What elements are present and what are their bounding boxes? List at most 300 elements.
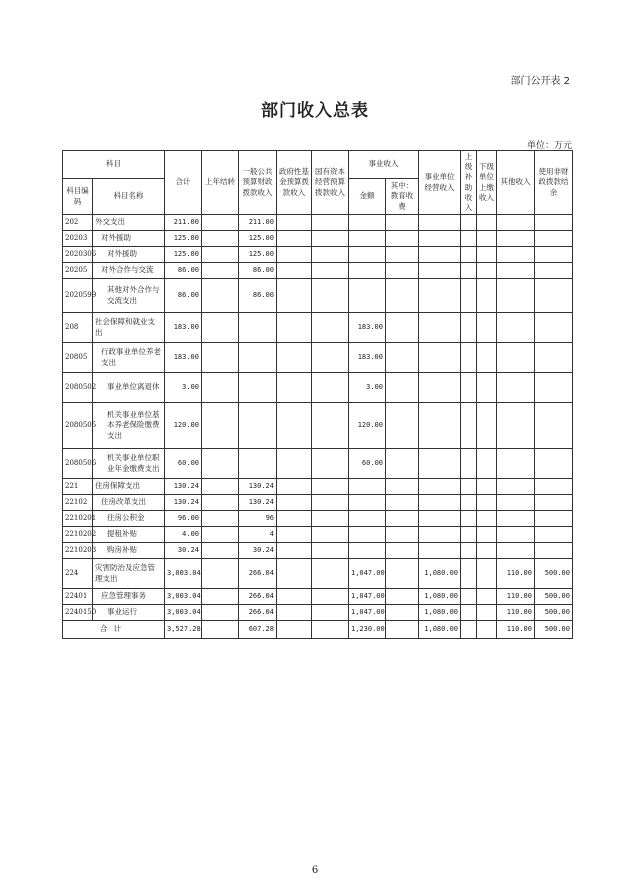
table-row: [63, 279, 573, 313]
row-code: 22401: [63, 589, 93, 605]
cell-carry: [202, 279, 239, 313]
cell-career: 1,047.00: [349, 559, 386, 589]
cell-sub: [477, 279, 497, 313]
cell-career: 183.00: [349, 313, 386, 343]
row-name: 行政事业单位养老支出: [93, 343, 165, 373]
cell-total: 125.00: [165, 247, 202, 263]
cell-other: [497, 231, 535, 247]
cell-edu: [386, 263, 419, 279]
cell-other: [497, 495, 535, 511]
cell-total: 3,003.04: [165, 559, 202, 589]
row-name: 住房保障支出: [93, 479, 165, 495]
cell-career: 60.00: [349, 449, 386, 479]
cell-edu: [386, 527, 419, 543]
cell-career: [349, 495, 386, 511]
total-cell-edu: [386, 621, 419, 639]
cell-sub: [477, 403, 497, 449]
cell-total: 130.24: [165, 479, 202, 495]
row-code: 2210203: [63, 543, 93, 559]
row-code: 202: [63, 215, 93, 231]
cell-total: 60.00: [165, 449, 202, 479]
cell-balance: [535, 543, 573, 559]
cell-carry: [202, 589, 239, 605]
cell-career: [349, 279, 386, 313]
cell-sup: [461, 343, 477, 373]
cell-other: [497, 279, 535, 313]
cell-business: 1,080.00: [419, 605, 461, 621]
cell-business: [419, 479, 461, 495]
cell-edu: [386, 479, 419, 495]
total-cell-total: 3,527.28: [165, 621, 202, 639]
cell-carry: [202, 343, 239, 373]
cell-sup: [461, 449, 477, 479]
table-row: [63, 263, 573, 279]
cell-sub: [477, 479, 497, 495]
cell-sub: [477, 373, 497, 403]
cell-balance: [535, 313, 573, 343]
cell-business: 1,080.00: [419, 559, 461, 589]
cell-fund: [277, 343, 312, 373]
cell-other: [497, 343, 535, 373]
cell-other: [497, 215, 535, 231]
cell-total: 183.00: [165, 343, 202, 373]
header-total: 合计: [165, 151, 202, 215]
cell-career: [349, 527, 386, 543]
cell-fund: [277, 449, 312, 479]
total-cell-balance: 500.00: [535, 621, 573, 639]
cell-balance: [535, 247, 573, 263]
row-name: 应急管理事务: [93, 589, 165, 605]
cell-general: 130.24: [239, 479, 277, 495]
cell-business: [419, 543, 461, 559]
cell-capital: [312, 343, 349, 373]
cell-general: [239, 343, 277, 373]
total-cell-capital: [312, 621, 349, 639]
row-name: 购房补贴: [93, 543, 165, 559]
cell-other: [497, 247, 535, 263]
table-row: [63, 543, 573, 559]
cell-business: [419, 527, 461, 543]
cell-total: 183.00: [165, 313, 202, 343]
cell-carry: [202, 527, 239, 543]
cell-total: 86.00: [165, 279, 202, 313]
row-name: 事业运行: [93, 605, 165, 621]
cell-balance: [535, 495, 573, 511]
cell-other: [497, 403, 535, 449]
row-code: 221: [63, 479, 93, 495]
cell-sup: [461, 527, 477, 543]
row-name: 对外合作与交流: [93, 263, 165, 279]
cell-edu: [386, 373, 419, 403]
cell-general: 86.00: [239, 263, 277, 279]
row-code: 2020599: [63, 279, 93, 313]
cell-edu: [386, 605, 419, 621]
cell-sup: [461, 511, 477, 527]
cell-other: [497, 543, 535, 559]
cell-sup: [461, 215, 477, 231]
header-subject-name: 科目名称: [93, 179, 165, 215]
cell-sub: [477, 605, 497, 621]
cell-balance: [535, 215, 573, 231]
cell-capital: [312, 559, 349, 589]
unit-label: 单位：万元: [526, 141, 572, 151]
cell-general: 266.04: [239, 589, 277, 605]
cell-general: 266.04: [239, 605, 277, 621]
cell-sub: [477, 343, 497, 373]
cell-edu: [386, 231, 419, 247]
row-code: 2020306: [63, 247, 93, 263]
cell-business: 1,080.00: [419, 589, 461, 605]
cell-business: [419, 511, 461, 527]
cell-carry: [202, 247, 239, 263]
cell-sub: [477, 247, 497, 263]
cell-general: 130.24: [239, 495, 277, 511]
cell-other: [497, 511, 535, 527]
cell-general: 86.00: [239, 279, 277, 313]
cell-balance: 500.00: [535, 559, 573, 589]
cell-fund: [277, 231, 312, 247]
cell-other: [497, 263, 535, 279]
cell-capital: [312, 527, 349, 543]
cell-general: 4: [239, 527, 277, 543]
total-cell-business: 1,080.00: [419, 621, 461, 639]
cell-sub: [477, 449, 497, 479]
table-row: [63, 247, 573, 263]
cell-career: [349, 215, 386, 231]
cell-general: 96: [239, 511, 277, 527]
cell-capital: [312, 263, 349, 279]
row-code: 208: [63, 313, 93, 343]
header-career-amount: 金额: [349, 179, 386, 215]
header-subject-code: 科目编码: [63, 179, 93, 215]
page-number: 6: [311, 865, 319, 876]
cell-capital: [312, 605, 349, 621]
cell-sub: [477, 495, 497, 511]
cell-business: [419, 263, 461, 279]
cell-balance: [535, 403, 573, 449]
cell-carry: [202, 559, 239, 589]
header-last-year-carryover: 上年结转: [202, 151, 239, 215]
cell-edu: [386, 449, 419, 479]
cell-business: [419, 343, 461, 373]
cell-capital: [312, 495, 349, 511]
row-code: 2080505: [63, 403, 93, 449]
cell-general: 125.00: [239, 247, 277, 263]
row-code: 20805: [63, 343, 93, 373]
cell-sub: [477, 527, 497, 543]
cell-balance: [535, 511, 573, 527]
header-career-edu-fee: 其中：教育收费: [386, 179, 419, 215]
row-code: 2080502: [63, 373, 93, 403]
cell-sub: [477, 263, 497, 279]
cell-fund: [277, 279, 312, 313]
cell-balance: [535, 449, 573, 479]
total-cell-sub: [477, 621, 497, 639]
cell-career: [349, 543, 386, 559]
cell-general: 211.00: [239, 215, 277, 231]
cell-capital: [312, 589, 349, 605]
cell-career: 120.00: [349, 403, 386, 449]
cell-total: 30.24: [165, 543, 202, 559]
cell-other: [497, 373, 535, 403]
cell-capital: [312, 511, 349, 527]
total-cell-general: 607.28: [239, 621, 277, 639]
cell-total: 125.00: [165, 231, 202, 247]
cell-total: 96.00: [165, 511, 202, 527]
cell-general: 125.00: [239, 231, 277, 247]
cell-sup: [461, 247, 477, 263]
table-row: [63, 527, 573, 543]
table-row: [63, 231, 573, 247]
cell-balance: [535, 343, 573, 373]
cell-capital: [312, 449, 349, 479]
row-name: 外交支出: [93, 215, 165, 231]
cell-total: 211.00: [165, 215, 202, 231]
table-row: [63, 313, 573, 343]
cell-fund: [277, 403, 312, 449]
cell-sup: [461, 543, 477, 559]
cell-business: [419, 495, 461, 511]
cell-general: [239, 313, 277, 343]
cell-carry: [202, 605, 239, 621]
total-cell-carry: [202, 621, 239, 639]
cell-edu: [386, 279, 419, 313]
cell-fund: [277, 495, 312, 511]
cell-general: 30.24: [239, 543, 277, 559]
cell-fund: [277, 263, 312, 279]
cell-balance: [535, 231, 573, 247]
total-cell-other: 110.00: [497, 621, 535, 639]
cell-career: [349, 479, 386, 495]
table-row: [63, 479, 573, 495]
cell-carry: [202, 543, 239, 559]
cell-capital: [312, 247, 349, 263]
cell-edu: [386, 215, 419, 231]
cell-carry: [202, 511, 239, 527]
cell-total: 3.00: [165, 373, 202, 403]
cell-general: [239, 373, 277, 403]
document-tag: 部门公开表 2: [510, 76, 570, 87]
cell-capital: [312, 279, 349, 313]
cell-sup: [461, 559, 477, 589]
cell-fund: [277, 313, 312, 343]
cell-edu: [386, 511, 419, 527]
row-name: 住房公积金: [93, 511, 165, 527]
cell-capital: [312, 403, 349, 449]
cell-sub: [477, 543, 497, 559]
cell-capital: [312, 543, 349, 559]
table-row: [63, 589, 573, 605]
cell-career: [349, 247, 386, 263]
cell-sub: [477, 231, 497, 247]
cell-capital: [312, 313, 349, 343]
cell-carry: [202, 313, 239, 343]
cell-fund: [277, 543, 312, 559]
cell-career: [349, 511, 386, 527]
header-general-budget: 一般公共预算财政拨款收入: [239, 151, 277, 215]
cell-business: [419, 403, 461, 449]
cell-sub: [477, 511, 497, 527]
page-title: 部门收入总表: [261, 101, 369, 121]
table-row: [63, 449, 573, 479]
cell-career: [349, 263, 386, 279]
header-state-capital: 国有资本经营预算拨款收入: [312, 151, 349, 215]
cell-sub: [477, 589, 497, 605]
row-name: 事业单位离退休: [93, 373, 165, 403]
table-body: [63, 215, 573, 639]
cell-total: 4.00: [165, 527, 202, 543]
cell-capital: [312, 215, 349, 231]
cell-business: [419, 231, 461, 247]
table-row: [63, 343, 573, 373]
header-superior-subsidy: 上级补助收入: [461, 151, 477, 215]
total-row: [63, 621, 573, 639]
cell-sub: [477, 313, 497, 343]
row-code: 2080506: [63, 449, 93, 479]
cell-edu: [386, 589, 419, 605]
cell-business: [419, 279, 461, 313]
cell-carry: [202, 373, 239, 403]
cell-general: [239, 403, 277, 449]
cell-career: 3.00: [349, 373, 386, 403]
cell-carry: [202, 231, 239, 247]
cell-total: 130.24: [165, 495, 202, 511]
cell-total: 3,003.04: [165, 605, 202, 621]
cell-total: 86.00: [165, 263, 202, 279]
row-code: 2240150: [63, 605, 93, 621]
cell-fund: [277, 479, 312, 495]
cell-general: 266.04: [239, 559, 277, 589]
cell-business: [419, 313, 461, 343]
cell-sup: [461, 495, 477, 511]
cell-career: [349, 231, 386, 247]
cell-fund: [277, 215, 312, 231]
cell-carry: [202, 449, 239, 479]
row-name: 社会保障和就业支出: [93, 313, 165, 343]
cell-business: [419, 215, 461, 231]
row-code: 20205: [63, 263, 93, 279]
header-unit-business: 事业单位经营收入: [419, 151, 461, 215]
cell-balance: [535, 479, 573, 495]
cell-total: 3,003.04: [165, 589, 202, 605]
cell-fund: [277, 247, 312, 263]
table-row: [63, 511, 573, 527]
total-cell-career: 1,230.00: [349, 621, 386, 639]
cell-sub: [477, 215, 497, 231]
cell-total: 120.00: [165, 403, 202, 449]
row-code: 2210202: [63, 527, 93, 543]
cell-other: 110.00: [497, 559, 535, 589]
row-code: 2210201: [63, 511, 93, 527]
table-row: [63, 605, 573, 621]
cell-other: 110.00: [497, 605, 535, 621]
cell-balance: [535, 279, 573, 313]
header-other-income: 其他收入: [497, 151, 535, 215]
row-name: 其他对外合作与交流支出: [93, 279, 165, 313]
cell-sup: [461, 605, 477, 621]
cell-edu: [386, 313, 419, 343]
cell-carry: [202, 495, 239, 511]
cell-fund: [277, 589, 312, 605]
cell-edu: [386, 559, 419, 589]
cell-capital: [312, 373, 349, 403]
header-subject: 科目: [63, 151, 165, 179]
cell-carry: [202, 479, 239, 495]
cell-sup: [461, 373, 477, 403]
row-name: 提租补贴: [93, 527, 165, 543]
cell-sup: [461, 231, 477, 247]
cell-business: [419, 247, 461, 263]
cell-carry: [202, 215, 239, 231]
row-name: 对外援助: [93, 231, 165, 247]
cell-sup: [461, 589, 477, 605]
total-cell-fund: [277, 621, 312, 639]
income-table: [62, 150, 573, 639]
cell-balance: [535, 263, 573, 279]
cell-business: [419, 373, 461, 403]
cell-edu: [386, 343, 419, 373]
row-name: 机关事业单位基本养老保险缴费支出: [93, 403, 165, 449]
cell-other: [497, 449, 535, 479]
cell-sub: [477, 559, 497, 589]
header-non-fiscal-balance: 使用非财政拨款结余: [535, 151, 573, 215]
cell-other: 110.00: [497, 589, 535, 605]
cell-fund: [277, 559, 312, 589]
row-name: 对外援助: [93, 247, 165, 263]
cell-business: [419, 449, 461, 479]
cell-balance: [535, 373, 573, 403]
table-row: [63, 559, 573, 589]
total-label: 合计: [63, 621, 165, 639]
cell-carry: [202, 263, 239, 279]
cell-sup: [461, 313, 477, 343]
cell-balance: 500.00: [535, 589, 573, 605]
row-name: 灾害防治及应急管理支出: [93, 559, 165, 589]
cell-balance: [535, 527, 573, 543]
cell-edu: [386, 247, 419, 263]
cell-carry: [202, 403, 239, 449]
row-code: 20203: [63, 231, 93, 247]
cell-fund: [277, 527, 312, 543]
row-name: 机关事业单位职业年金缴费支出: [93, 449, 165, 479]
cell-capital: [312, 231, 349, 247]
cell-edu: [386, 403, 419, 449]
cell-career: 1,047.00: [349, 605, 386, 621]
table-row: [63, 215, 573, 231]
cell-sup: [461, 263, 477, 279]
row-code: 224: [63, 559, 93, 589]
cell-edu: [386, 543, 419, 559]
cell-other: [497, 479, 535, 495]
cell-general: [239, 449, 277, 479]
table-row: [63, 403, 573, 449]
cell-sup: [461, 279, 477, 313]
cell-career: 1,047.00: [349, 589, 386, 605]
cell-other: [497, 527, 535, 543]
cell-fund: [277, 373, 312, 403]
header-subordinate-turnover: 下级单位上缴收入: [477, 151, 497, 215]
header-career-income: 事业收入: [349, 151, 419, 179]
row-code: 22102: [63, 495, 93, 511]
cell-capital: [312, 479, 349, 495]
cell-sup: [461, 403, 477, 449]
cell-fund: [277, 511, 312, 527]
table-row: [63, 373, 573, 403]
cell-career: 183.00: [349, 343, 386, 373]
total-cell-sup: [461, 621, 477, 639]
header-gov-fund: 政府性基金预算拨款收入: [277, 151, 312, 215]
cell-other: [497, 313, 535, 343]
